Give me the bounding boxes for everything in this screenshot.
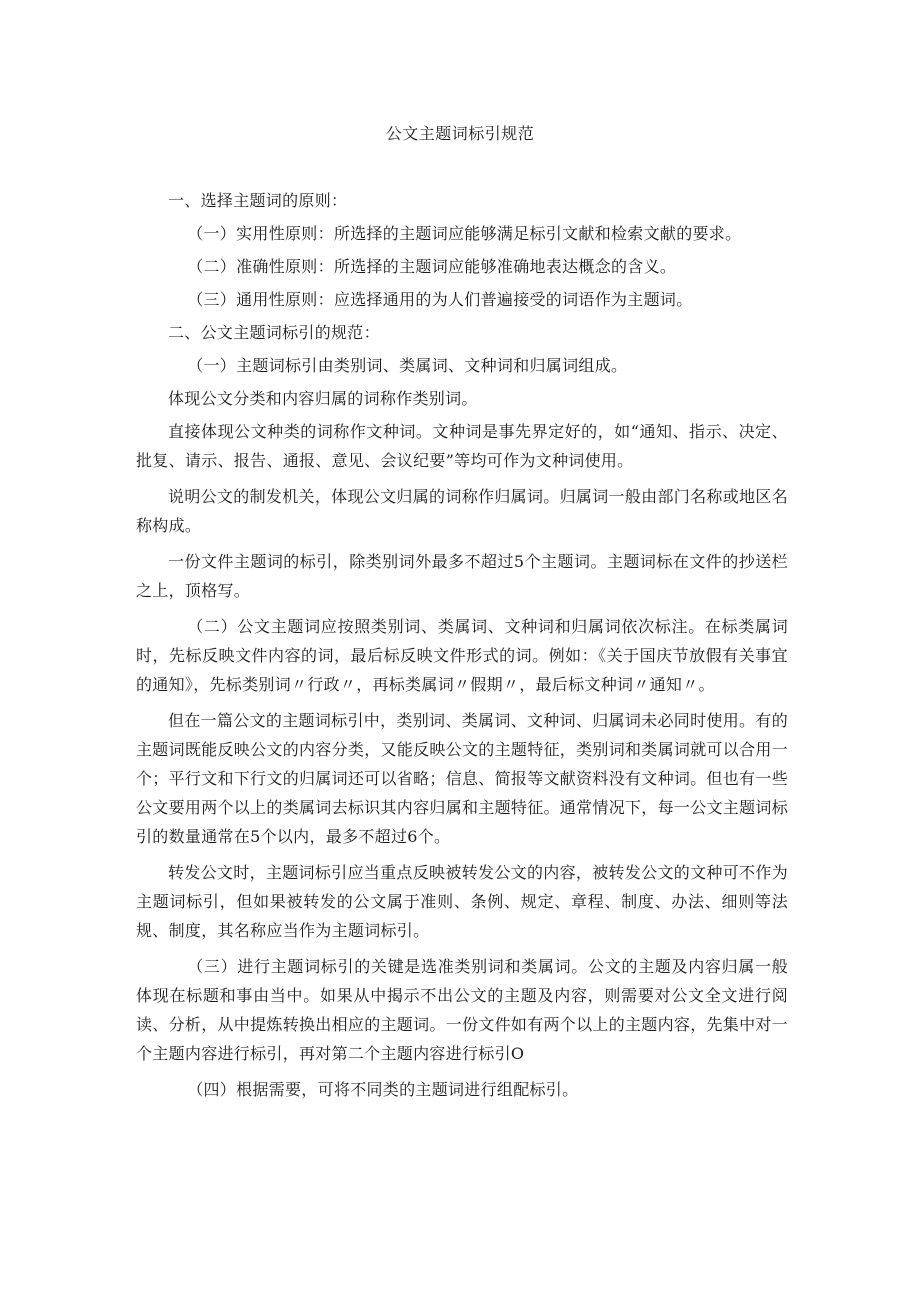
paragraph-forwarding: 转发公文时，主题词标引应当重点反映被转发公文的内容，被转发公文的文种可不作为主题词标引，但如果被转发的公文属于准则、条例、规定、章程、制度、办法、细则等法规、制度，其名称应当作为主题词标引。 [136, 863, 788, 940]
rule-composition: （一）主题词标引由类别词、类属词、文种词和归属词组成。 [187, 356, 628, 375]
rule-order: （二）公文主题词应按照类别词、类属词、文种词和归属词依次标注。在标类属词时，先标反映文件内容的词，最后标反映文件形式的词。例如：《关于国庆节放假有关事宜的通知》，先标类别词〃行政〃，再标类属词〃假期〃，最后标文种词〃通知〃。 [136, 617, 788, 694]
rule-combination: （四）根据需要，可将不同类的主题词进行组配标引。 [187, 1080, 579, 1099]
document-body [136, 186, 788, 1111]
paragraph-word-limit: 一份文件主题词的标引，除类别词外最多不超过5个主题词。主题词标在文件的抄送栏之上，顶格写。 [136, 552, 788, 600]
paragraph-attribution-word: 说明公文的制发机关，体现公文归属的词称作归属词。归属词一般由部门名称或地区名称构成。 [136, 487, 788, 535]
principle-practicality: （一）实用性原则：所选择的主题词应能够满足标引文献和检索文献的要求。 [187, 224, 742, 243]
paragraph-genre-word: 直接体现公文种类的词称作文种词。文种词是事先界定好的，如“通知、指示、决定、批复、请示、报告、通报、意见、会议纪要”等均可作为文种词使用。 [136, 422, 788, 470]
principle-generality: （三）通用性原则：应选择通用的为人们普遍接受的词语作为主题词。 [187, 290, 693, 309]
section-heading-1: 一、选择主题词的原则： [168, 191, 348, 210]
rule-key-selection: （三）进行主题词标引的关键是选准类别词和类属词。公文的主题及内容归属一般体现在标题和事由当中。如果从中揭示不出公文的主题及内容，则需要对公文全文进行阅读、分析，从中提炼转换出相应的主题词。一份文件如有两个以上的主题内容，先集中对一个主题内容进行标引，再对第二个主题内容进行标引O [136, 957, 789, 1063]
principle-accuracy: （二）准确性原则：所选择的主题词应能够准确地表达概念的含义。 [187, 257, 677, 276]
paragraph-usage-flexibility: 但在一篇公文的主题词标引中，类别词、类属词、文种词、归属词未必同时使用。有的主题词既能反映公文的内容分类，又能反映公文的主题特征，类别词和类属词就可以合用一个；平行文和下行文的归属词还可以省略；信息、简报等文献资料没有文种词。但也有一些公文要用两个以上的类属词去标识其内容归属和主题特征。通常情况下，每一公文主题词标引的数量通常在5个以内，最多不超过6个。 [136, 711, 789, 846]
section-heading-2: 二、公文主题词标引的规范： [168, 323, 380, 342]
paragraph-category-word: 体现公文分类和内容归属的词称作类别词。 [168, 389, 478, 408]
document-title: 公文主题词标引规范 [385, 124, 535, 143]
